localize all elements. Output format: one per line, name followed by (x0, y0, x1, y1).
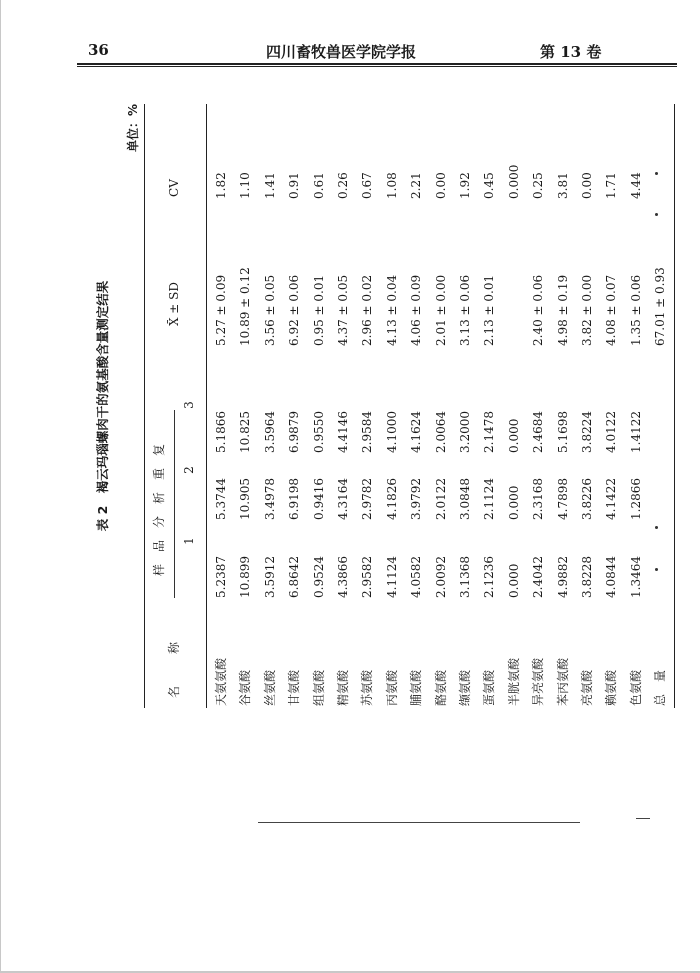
cell-r3: 5.1866 (214, 411, 228, 453)
cell-name: 色氨酸 (628, 669, 643, 706)
cell-r1: 5.2387 (214, 556, 228, 598)
cell-name: 苯丙氨酸 (555, 657, 570, 706)
table-row (309, 104, 329, 708)
cell-r2: 2.9782 (360, 478, 375, 520)
table-row (211, 104, 231, 708)
table-row (601, 104, 621, 708)
cell-mean: 4.13 ± 0.04 (384, 274, 399, 346)
cell-r3: 4.0122 (604, 411, 619, 453)
cell-r1: 4.3866 (336, 556, 350, 598)
cell-mean: 2.13 ± 0.01 (482, 274, 497, 346)
cell-name: 赖氨酸 (604, 669, 619, 706)
cell-r2: 4.7898 (555, 478, 570, 520)
cell-cv: 1.08 (384, 172, 399, 199)
col-header-mean: X̄ ± SD (167, 281, 181, 327)
cell-r2: 3.8226 (580, 478, 594, 520)
cell-r3: 2.0064 (433, 411, 448, 453)
cell-r3: 3.8224 (580, 411, 594, 453)
col-header-group: 样品分析重复 (152, 432, 166, 577)
cell-r2: 3.9792 (409, 478, 424, 520)
cell-cv: 2.21 (409, 172, 424, 199)
col-header-rep2: 2 (182, 466, 196, 474)
cell-cv: 1.41 (262, 172, 277, 199)
cell-name: 缬氨酸 (458, 669, 472, 706)
page-number: 36 (88, 41, 109, 59)
cell-mean: 3.56 ± 0.05 (262, 274, 277, 346)
cell-r3: 3.2000 (458, 411, 472, 453)
cell-r1: 4.0582 (409, 556, 424, 598)
table-top-rule (144, 104, 145, 708)
rotated-table-area (94, 104, 676, 708)
cell-mean: 4.06 ± 0.09 (409, 274, 424, 346)
cell-name: 亮氨酸 (580, 669, 594, 706)
cell-r1: 6.8642 (287, 556, 302, 598)
cell-r3: 3.5964 (262, 411, 277, 453)
cell-r3: 10.825 (238, 411, 253, 453)
cell-r1: 4.9882 (555, 556, 570, 598)
cell-cv: 0.00 (580, 172, 594, 199)
cell-mean: 6.92 ± 0.06 (287, 274, 302, 346)
scan-speck (655, 526, 658, 529)
cell-r1: 3.8228 (580, 556, 594, 598)
cell-r3: 0.000 (506, 418, 521, 453)
cell-r2: 3.0848 (458, 478, 472, 520)
cell-r1: 0.000 (506, 563, 521, 598)
cell-cv: 0.45 (482, 172, 497, 199)
table-row (333, 104, 353, 708)
table-row (382, 104, 402, 708)
cell-cv: 0.25 (531, 172, 546, 199)
table-row (284, 104, 304, 708)
cell-cv: 4.44 (628, 172, 643, 199)
cell-mean: 67.01 ± 0.93 (653, 267, 668, 346)
cell-r1: 4.0844 (604, 556, 619, 598)
cell-name: 异亮氨酸 (531, 657, 546, 706)
cell-mean: 10.89 ± 0.12 (238, 267, 253, 346)
scan-speck (655, 172, 658, 175)
table-row (479, 104, 499, 708)
cell-r2: 3.4978 (262, 478, 277, 520)
cell-mean: 3.13 ± 0.06 (458, 274, 472, 346)
cell-cv: 1.71 (604, 172, 619, 199)
cell-r1: 10.899 (238, 556, 253, 598)
group-span-rule (174, 410, 175, 598)
cell-r2: 4.1422 (604, 478, 619, 520)
cell-r3: 2.9584 (360, 411, 375, 453)
header-rule (77, 63, 677, 65)
table-row (553, 104, 573, 708)
table-row (260, 104, 280, 708)
cell-cv: 0.000 (506, 164, 521, 199)
cell-r1: 2.1236 (482, 556, 497, 598)
col-header-cv: CV (167, 179, 181, 197)
cell-cv: 0.61 (311, 172, 326, 199)
cell-cv: 3.81 (555, 172, 570, 199)
col-header-rep1: 1 (182, 537, 196, 545)
cell-name: 精氨酸 (336, 669, 350, 706)
footer-dash (636, 818, 650, 819)
col-header-name: 名 称 (167, 631, 181, 698)
cell-r3: 4.4146 (336, 411, 350, 453)
cell-r1: 4.1124 (384, 556, 399, 598)
table-row (577, 104, 597, 708)
cell-r2: 10.905 (238, 478, 253, 520)
cell-mean: 4.08 ± 0.07 (604, 274, 619, 346)
cell-r2: 0.9416 (311, 478, 326, 520)
cell-r3: 6.9879 (287, 411, 302, 453)
cell-mean: 1.35 ± 0.06 (628, 274, 643, 346)
cell-mean: 0.95 ± 0.01 (311, 274, 326, 346)
cell-mean: 2.96 ± 0.02 (360, 274, 375, 346)
cell-r1: 0.9524 (311, 556, 326, 598)
cell-r1: 2.4042 (531, 556, 546, 598)
cell-mean: 2.40 ± 0.06 (531, 274, 546, 346)
cell-r2: 2.1124 (482, 478, 497, 520)
cell-r1: 3.1368 (458, 556, 472, 598)
cell-cv: 0.00 (433, 172, 448, 199)
cell-name: 甘氨酸 (287, 669, 302, 706)
cell-r3: 2.4684 (531, 411, 546, 453)
cell-r2: 2.0122 (433, 478, 448, 520)
cell-mean: 3.82 ± 0.00 (580, 274, 594, 346)
footer-rule (258, 822, 580, 823)
cell-r1: 2.0092 (433, 556, 448, 598)
cell-name: 天氨氨酸 (214, 657, 228, 706)
cell-mean: 4.98 ± 0.19 (555, 274, 570, 346)
cell-r2: 2.3168 (531, 478, 546, 520)
cell-cv: 1.92 (458, 172, 472, 199)
cell-name: 酪氨酸 (433, 669, 448, 706)
cell-name: 组氨酸 (311, 669, 326, 706)
header-rule-thin (77, 66, 677, 67)
table-bottom-rule (674, 104, 675, 708)
table-row (235, 104, 255, 708)
cell-r3: 4.1624 (409, 411, 424, 453)
cell-r3: 2.1478 (482, 411, 497, 453)
table-header-rule (206, 104, 207, 708)
cell-r2: 1.2866 (628, 478, 643, 520)
cell-name: 脯氨酸 (409, 669, 424, 706)
cell-name: 丝氨酸 (262, 669, 277, 706)
table-row (357, 104, 377, 708)
table-row (528, 104, 548, 708)
table-row (504, 104, 524, 708)
cell-name: 谷氨酸 (238, 669, 253, 706)
table-row (626, 104, 646, 708)
cell-r2: 5.3744 (214, 478, 228, 520)
cell-r2: 4.3164 (336, 478, 350, 520)
scan-speck (655, 568, 658, 571)
table-row (406, 104, 426, 708)
cell-name: 丙氨酸 (384, 669, 399, 706)
cell-r2: 6.9198 (287, 478, 302, 520)
amino-acid-table (94, 104, 676, 708)
cell-name: 苏氨酸 (360, 669, 375, 706)
table-row (431, 104, 451, 708)
table-row (455, 104, 475, 708)
cell-r1: 2.9582 (360, 556, 375, 598)
col-header-rep3: 3 (182, 401, 196, 409)
cell-cv: 1.10 (238, 172, 253, 199)
cell-mean: 2.01 ± 0.00 (433, 274, 448, 346)
table-unit: 单位：% (126, 104, 140, 153)
cell-name: 蛋氨酸 (482, 669, 497, 706)
table-caption: 表 2 褐云玛瑙螺肉干的氨基酸含量测定结果 (95, 280, 110, 532)
cell-cv: 0.26 (336, 172, 350, 199)
cell-r2: 0.000 (506, 485, 521, 520)
cell-r3: 0.9550 (311, 411, 326, 453)
cell-cv: 0.67 (360, 172, 375, 199)
cell-mean: 5.27 ± 0.09 (214, 274, 228, 346)
cell-mean: 4.37 ± 0.05 (336, 274, 350, 346)
cell-cv: 0.91 (287, 172, 302, 199)
scan-speck (655, 213, 658, 216)
journal-title: 四川畜牧兽医学院学报 (266, 43, 417, 61)
cell-r1: 3.5912 (262, 556, 277, 598)
cell-r3: 4.1000 (384, 411, 399, 453)
cell-r3: 1.4122 (628, 411, 643, 453)
cell-name: 半胱氨酸 (506, 657, 521, 706)
cell-cv: 1.82 (214, 172, 228, 199)
table-row (650, 104, 670, 708)
cell-name: 总 量 (653, 669, 668, 706)
cell-r1: 1.3464 (628, 556, 643, 598)
cell-r3: 5.1698 (555, 411, 570, 453)
volume-label: 第 13 卷 (540, 43, 602, 61)
cell-r2: 4.1826 (384, 478, 399, 520)
